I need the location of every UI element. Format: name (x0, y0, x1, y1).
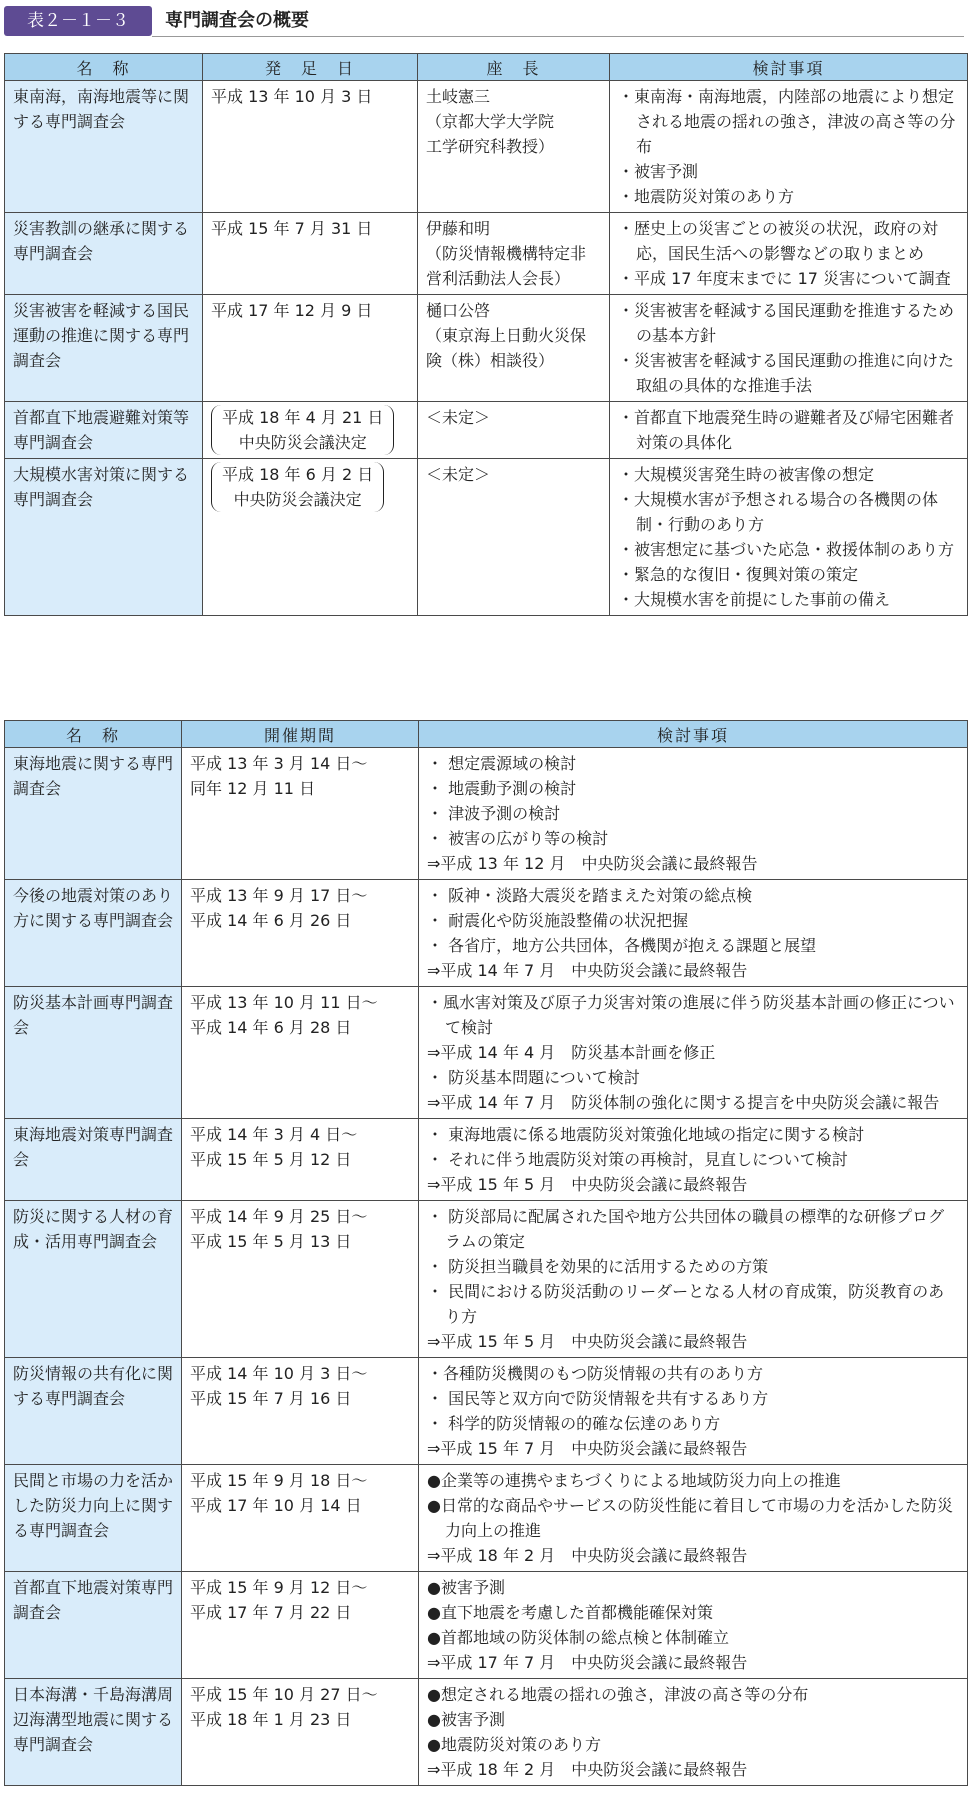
topic-item: ・風水害対策及び原子力災害対策の進展に伴う防災基本計画の修正について検討 (427, 993, 955, 1037)
topic-item: ・首都直下地震発生時の避難者及び帰宅困難者対策の具体化 (618, 408, 955, 452)
topic-item: ・歴史上の災害ごとの被災の状況，政府の対応，国民生活への影響などの取りまとめ (618, 219, 939, 263)
committee-name-cell: 防災基本計画専門調査会 (5, 987, 182, 1119)
topic-item: ・災害被害を軽減する国民運動の推進に向けた取組の具体的な推進手法 (618, 351, 955, 395)
topics-cell (610, 81, 968, 213)
topic-item: ・ 各省庁，地方公共団体，各機関が抱える課題と展望 (427, 936, 817, 955)
period-cell: 平成 15 年 10 月 27 日～ 平成 18 年 1 月 23 日 (182, 1679, 419, 1786)
topics-list (427, 1361, 959, 1461)
table-header-row (5, 54, 968, 81)
chair-cell: ＜未定＞ (418, 402, 610, 459)
topic-item: ⇒平成 14 年 7 月 中央防災会議に最終報告 (427, 961, 748, 980)
table-row (5, 1572, 968, 1679)
title-underline (152, 36, 964, 37)
committee-name-cell: 東海地震に関する専門調査会 (5, 748, 182, 880)
start-date-text: 平成 15 年 7 月 31 日 (211, 219, 373, 238)
table-row (5, 213, 968, 295)
topic-item: ⇒平成 14 年 4 月 防災基本計画を修正 (427, 1043, 716, 1062)
table-row (5, 748, 968, 880)
committee-name-cell: 防災に関する人材の育成・活用専門調査会 (5, 1201, 182, 1358)
committee-name-cell: 災害被害を軽減する国民運動の推進に関する専門調査会 (5, 295, 203, 402)
topic-item: ・大規模災害発生時の被害像の想定 (618, 465, 875, 484)
topic-item: ⇒平成 18 年 2 月 中央防災会議に最終報告 (427, 1546, 748, 1565)
table-row (5, 1358, 968, 1465)
table-number-badge: 表２－１－３ (4, 6, 152, 36)
topic-item: ・ 東海地震に係る地震防災対策強化地域の指定に関する検討 (427, 1125, 865, 1144)
topics-list (427, 1122, 959, 1197)
topics-cell (419, 1119, 968, 1201)
topics-cell (610, 459, 968, 616)
topic-item: ・平成 17 年度末までに 17 災害について調査 (618, 269, 951, 288)
table-title-bar (0, 0, 971, 40)
topic-item: ・大規模水害を前提にした事前の備え (618, 590, 891, 609)
committee-name-cell: 東海地震対策専門調査会 (5, 1119, 182, 1201)
topic-item: ・ 阪神・淡路大震災を踏まえた対策の総点検 (427, 886, 753, 905)
topics-list (427, 990, 959, 1115)
header-start-date: 発 足 日 (203, 54, 418, 81)
topic-item: ⇒平成 14 年 7 月 防災体制の強化に関する提言を中央防災会議に報告 (427, 1093, 940, 1112)
topics-cell (610, 295, 968, 402)
page-title: 専門調査会の概要 (165, 10, 309, 31)
committee-name-cell: 首都直下地震対策専門調査会 (5, 1572, 182, 1679)
topics-cell (419, 987, 968, 1119)
table-row (5, 81, 968, 213)
period-cell: 平成 13 年 3 月 14 日～ 同年 12 月 11 日 (182, 748, 419, 880)
start-date-cell (203, 81, 418, 213)
topics-list (427, 751, 959, 876)
period-cell: 平成 13 年 9 月 17 日～ 平成 14 年 6 月 26 日 (182, 880, 419, 987)
topic-item: ●首都地域の防災体制の総点検と体制確立 (427, 1628, 729, 1647)
topic-item: ⇒平成 15 年 5 月 中央防災会議に最終報告 (427, 1332, 748, 1351)
header-chair: 座 長 (418, 54, 610, 81)
topic-item: ●直下地震を考慮した首都機能確保対策 (427, 1603, 713, 1622)
chair-cell: 伊藤和明 （防災情報機構特定非営利活動法人会長） (418, 213, 610, 295)
topic-item: ・被害想定に基づいた応急・救援体制のあり方 (618, 540, 955, 559)
topic-item: ⇒平成 15 年 7 月 中央防災会議に最終報告 (427, 1439, 748, 1458)
topic-item: ・ 科学的防災情報の的確な伝達のあり方 (427, 1414, 721, 1433)
header-name: 名 称 (5, 721, 182, 748)
topics-list (618, 405, 959, 455)
table-row (5, 459, 968, 616)
period-cell: 平成 14 年 9 月 25 日～ 平成 15 年 5 月 13 日 (182, 1201, 419, 1358)
topic-item: ・ それに伴う地震防災対策の再検討，見直しについて検討 (427, 1150, 848, 1169)
chair-cell: 樋口公啓 （東京海上日動火災保険（株）相談役） (418, 295, 610, 402)
committee-name-cell: 防災情報の共有化に関する専門調査会 (5, 1358, 182, 1465)
table-row (5, 1679, 968, 1786)
table-row (5, 1201, 968, 1358)
topics-list (427, 1575, 959, 1675)
topics-list (618, 84, 959, 209)
topics-list (427, 1468, 959, 1568)
topics-cell (419, 1201, 968, 1358)
period-cell: 平成 15 年 9 月 12 日～ 平成 17 年 7 月 22 日 (182, 1572, 419, 1679)
committee-name-cell: 民間と市場の力を活かした防災力向上に関する専門調査会 (5, 1465, 182, 1572)
topic-item: ・ 被害の広がり等の検討 (427, 829, 609, 848)
topic-item: ●地震防災対策のあり方 (427, 1735, 601, 1754)
topics-cell (610, 213, 968, 295)
topics-cell (419, 880, 968, 987)
topic-item: ・ 民間における防災活動のリーダーとなる人材の育成策，防災教育のあり方 (427, 1282, 945, 1326)
topic-item: ●想定される地震の揺れの強さ，津波の高さ等の分布 (427, 1685, 809, 1704)
start-date-cell (203, 213, 418, 295)
table-row (5, 402, 968, 459)
start-date-text: 平成 13 年 10 月 3 日 (211, 87, 373, 106)
topic-item: ・各種防災機関のもつ防災情報の共有のあり方 (427, 1364, 764, 1383)
start-date-text: 平成 17 年 12 月 9 日 (211, 301, 373, 320)
committee-table-current (4, 53, 968, 616)
table-row (5, 295, 968, 402)
topic-item: ・大規模水害が予想される場合の各機関の体制・行動のあり方 (618, 490, 939, 534)
topic-item: ●被害予測 (427, 1710, 505, 1729)
topic-item: ・ 地震動予測の検討 (427, 779, 577, 798)
topic-item: ・地震防災対策のあり方 (618, 187, 795, 206)
topic-item: ・ 想定震源域の検討 (427, 754, 577, 773)
header-period: 開催期間 (182, 721, 419, 748)
topics-list (427, 1682, 959, 1782)
topics-cell (419, 1679, 968, 1786)
topic-item: ●日常的な商品やサービスの防災性能に着目して市場の力を活かした防災力向上の推進 (427, 1496, 953, 1540)
topic-item: ⇒平成 17 年 7 月 中央防災会議に最終報告 (427, 1653, 748, 1672)
period-cell: 平成 13 年 10 月 11 日～ 平成 14 年 6 月 28 日 (182, 987, 419, 1119)
topics-cell (419, 1465, 968, 1572)
table-row (5, 1465, 968, 1572)
period-cell: 平成 15 年 9 月 18 日～ 平成 17 年 10 月 14 日 (182, 1465, 419, 1572)
committee-name-cell: 日本海溝・千島海溝周辺海溝型地震に関する専門調査会 (5, 1679, 182, 1786)
topic-item: ・被害予測 (618, 162, 699, 181)
topic-item: ・ 防災担当職員を効果的に活用するための方策 (427, 1257, 769, 1276)
table-header-row (5, 721, 968, 748)
topics-cell (419, 1572, 968, 1679)
start-date-text: 平成 18 年 6 月 2 日 中央防災会議決定 (211, 462, 384, 512)
topic-item: ●企業等の連携やまちづくりによる地域防災力向上の推進 (427, 1471, 841, 1490)
period-cell: 平成 14 年 3 月 4 日～ 平成 15 年 5 月 12 日 (182, 1119, 419, 1201)
topic-item: ・ 耐震化や防災施設整備の状況把握 (427, 911, 689, 930)
start-date-text: 平成 18 年 4 月 21 日 中央防災会議決定 (211, 405, 394, 455)
header-name: 名 称 (5, 54, 203, 81)
topic-item: ・東南海・南海地震，内陸部の地震により想定される地震の揺れの強さ，津波の高さ等の分布 (618, 87, 956, 156)
topics-list (618, 298, 959, 398)
topics-cell (419, 748, 968, 880)
committee-name-cell: 大規模水害対策に関する専門調査会 (5, 459, 203, 616)
topics-list (427, 1204, 959, 1354)
period-cell: 平成 14 年 10 月 3 日～ 平成 15 年 7 月 16 日 (182, 1358, 419, 1465)
topics-list (618, 216, 959, 291)
committee-table-past (4, 720, 968, 1786)
topic-item: ・ 防災部局に配属された国や地方公共団体の職員の標準的な研修プログラムの策定 (427, 1207, 945, 1251)
topic-item: ・ 国民等と双方向で防災情報を共有するあり方 (427, 1389, 769, 1408)
table-row (5, 987, 968, 1119)
chair-cell: 土岐憲三 （京都大学大学院 工学研究科教授） (418, 81, 610, 213)
topics-list (427, 883, 959, 983)
table-row (5, 880, 968, 987)
chair-cell: ＜未定＞ (418, 459, 610, 616)
start-date-cell (203, 295, 418, 402)
topic-item: ・ 津波予測の検討 (427, 804, 561, 823)
committee-name-cell: 今後の地震対策のあり方に関する専門調査会 (5, 880, 182, 987)
table-row (5, 1119, 968, 1201)
committee-name-cell: 東南海，南海地震等に関する専門調査会 (5, 81, 203, 213)
topic-item: ⇒平成 13 年 12 月 中央防災会議に最終報告 (427, 854, 758, 873)
committee-name-cell: 首都直下地震避難対策等専門調査会 (5, 402, 203, 459)
start-date-cell (203, 459, 418, 616)
topics-cell (419, 1358, 968, 1465)
topics-list (618, 462, 959, 612)
topic-item: ⇒平成 15 年 5 月 中央防災会議に最終報告 (427, 1175, 748, 1194)
header-topics: 検討事項 (419, 721, 968, 748)
topic-item: ・ 防災基本問題について検討 (427, 1068, 640, 1087)
committee-name-cell: 災害教訓の継承に関する専門調査会 (5, 213, 203, 295)
header-topics: 検討事項 (610, 54, 968, 81)
topic-item: ●被害予測 (427, 1578, 505, 1597)
topic-item: ⇒平成 18 年 2 月 中央防災会議に最終報告 (427, 1760, 748, 1779)
topic-item: ・災害被害を軽減する国民運動を推進するための基本方針 (618, 301, 955, 345)
topic-item: ・緊急的な復旧・復興対策の策定 (618, 565, 859, 584)
start-date-cell (203, 402, 418, 459)
topics-cell (610, 402, 968, 459)
